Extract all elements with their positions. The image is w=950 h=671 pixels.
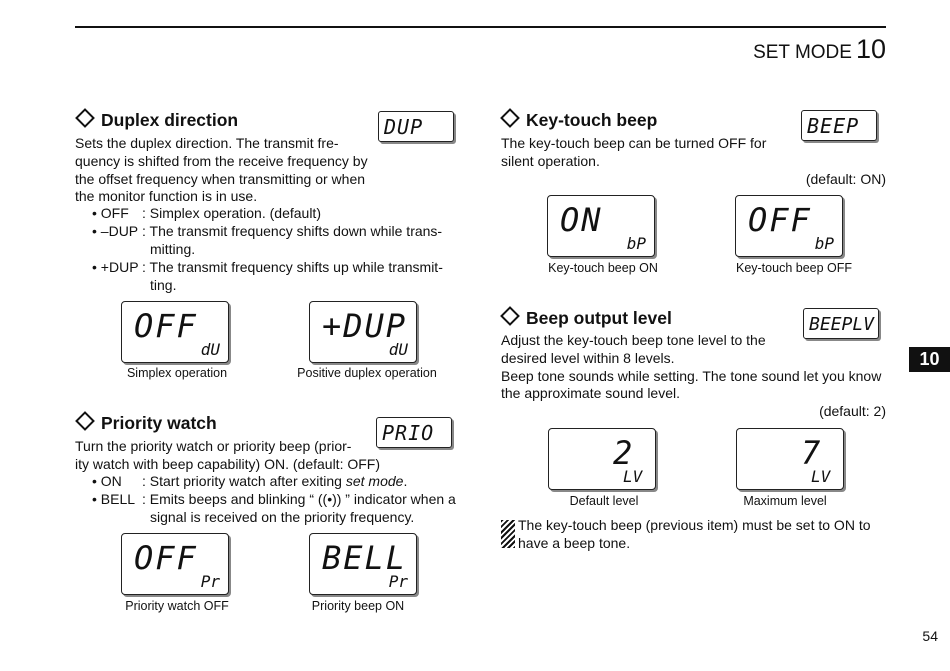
beeplv-display: BEEPLV [803, 308, 879, 339]
dup-display: DUP [378, 111, 454, 142]
note-icon [501, 520, 515, 548]
keytouch-title: Key-touch beep [500, 110, 657, 131]
beeplevel-note: The key-touch beep (previous item) must be set to ON to have a beep tone. [518, 517, 871, 551]
priority-options [92, 473, 472, 528]
chapter-number: 10 [855, 34, 886, 64]
option-label: • –DUP [92, 223, 139, 239]
option-desc: : Start priority watch after exiting set mode. [142, 473, 408, 489]
caption-default-level: Default level [569, 494, 639, 508]
header-rule [75, 26, 886, 28]
priority-title: Priority watch [75, 413, 217, 434]
option-desc-cont: mitting. [150, 241, 196, 257]
lcd-default-level: 2 LV [548, 428, 656, 490]
prio-display: PRIO [376, 417, 452, 448]
option-label: • OFF [92, 205, 129, 221]
lcd-keytouch-off: OFF bP [735, 195, 843, 257]
option-desc: : Emits beeps and blinking “ ((•)) ” indicator when a [142, 491, 456, 507]
option-desc: : The transmit frequency shifts up while transmit- [142, 259, 443, 275]
priority-description: Turn the priority watch or priority beep (prior- ity watch with beep capability) ON. (default: OFF) [75, 438, 380, 472]
diamond-icon [75, 411, 95, 431]
beeplevel-title: Beep output level [500, 308, 672, 329]
caption-keytouch-off: Key-touch beep OFF [735, 261, 853, 275]
option-desc-cont: ting. [150, 277, 177, 293]
duplex-options [92, 205, 472, 295]
option-desc-cont: signal is received on the priority frequency. [150, 509, 415, 525]
caption-priority-bell: Priority beep ON [311, 599, 405, 613]
caption-priority-off: Priority watch OFF [125, 599, 229, 613]
option-label: • ON [92, 473, 122, 489]
keytouch-description: The key-touch beep can be turned OFF for silent operation. [501, 135, 767, 169]
beeplevel-description: Adjust the key-touch beep tone level to the desired level within 8 levels. Beep tone sounds while setting. The tone sound let you know the approximate sound level. [501, 332, 882, 402]
caption-simplex: Simplex operation [126, 366, 228, 380]
diamond-icon [500, 306, 520, 326]
page-number: 54 [922, 628, 938, 644]
lcd-simplex: OFF dU [121, 301, 229, 363]
option-desc: : Simplex operation. (default) [142, 205, 321, 221]
chapter-tab: 10 [909, 347, 950, 372]
page-header [753, 34, 886, 65]
caption-keytouch-on: Key-touch beep ON [548, 261, 658, 275]
diamond-icon [75, 108, 95, 128]
caption-positive-duplex: Positive duplex operation [297, 366, 437, 380]
lcd-keytouch-on: ON bP [547, 195, 655, 257]
caption-maximum-level: Maximum level [743, 494, 827, 508]
lcd-maximum-level: 7 LV [736, 428, 844, 490]
duplex-description: Sets the duplex direction. The transmit fre- quency is shifted from the receive frequency by the offset frequency when transmitting or when the monitor function is in use. [75, 135, 368, 205]
duplex-title: Duplex direction [75, 110, 238, 131]
beep-display: BEEP [801, 110, 877, 141]
lcd-priority-bell: BELL Pr [309, 533, 417, 595]
option-label: • BELL [92, 491, 136, 507]
header-title: SET MODE [753, 42, 852, 63]
keytouch-default: (default: ON) [805, 171, 886, 187]
beeplevel-default: (default: 2) [819, 403, 886, 419]
lcd-priority-off: OFF Pr [121, 533, 229, 595]
option-label: • +DUP [92, 259, 139, 275]
diamond-icon [500, 108, 520, 128]
lcd-positive-duplex: +DUP dU [309, 301, 417, 363]
option-desc: : The transmit frequency shifts down while trans- [142, 223, 443, 239]
